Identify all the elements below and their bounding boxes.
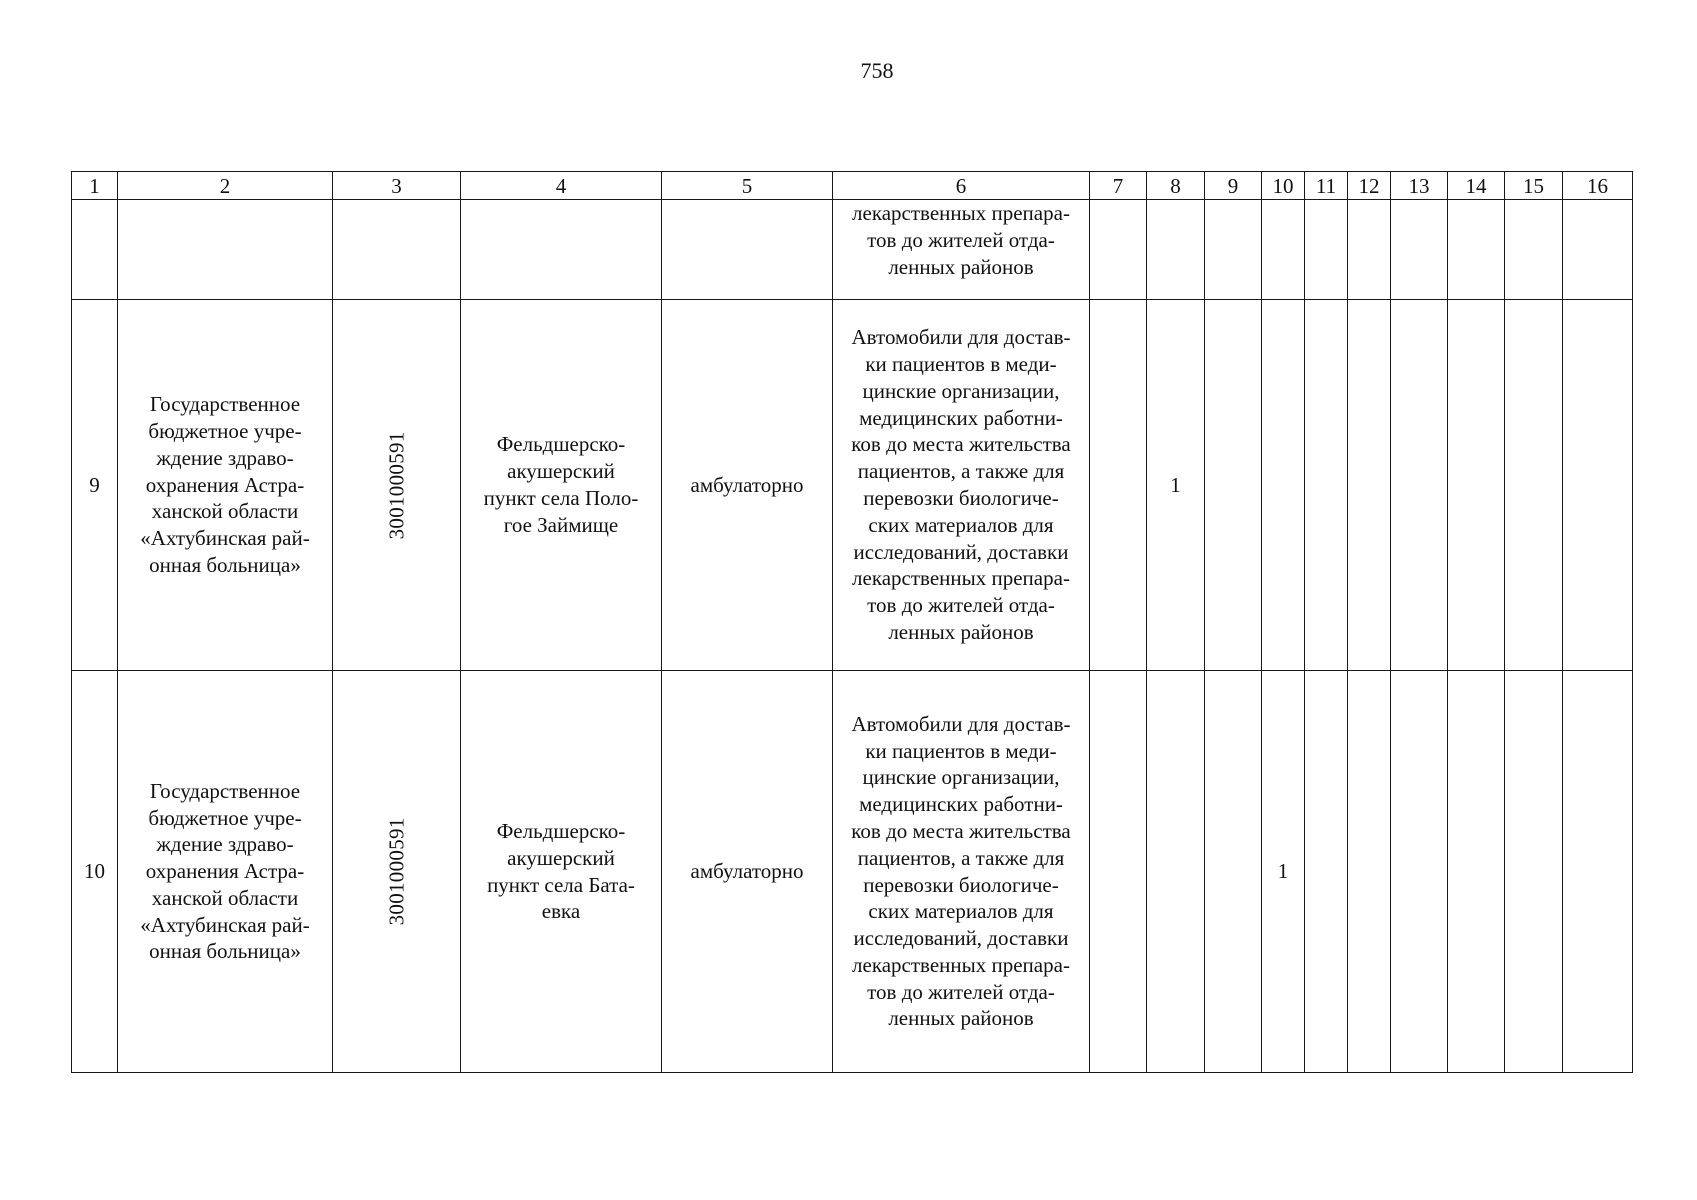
value-cell-9 — [1205, 300, 1262, 671]
header-row — [72, 172, 1633, 200]
mode-cell: амбулаторно — [662, 671, 833, 1073]
column-header: 13 — [1391, 172, 1448, 200]
empty-cell — [1505, 200, 1563, 300]
code-text: 3001000591 — [384, 817, 409, 926]
empty-cell — [118, 200, 333, 300]
column-header: 12 — [1348, 172, 1391, 200]
code-cell — [333, 671, 461, 1073]
value-cell-12 — [1348, 671, 1391, 1073]
institution-cell: Государственное бюджетное учре- ждение здраво- охранения Астра- ханской области «Ахтубинская рай- онная больница» — [118, 671, 333, 1073]
table-row — [72, 671, 1633, 1073]
mode-cell: амбулаторно — [662, 300, 833, 671]
column-header: 2 — [118, 172, 333, 200]
empty-cell — [1205, 200, 1262, 300]
column-header: 4 — [461, 172, 662, 200]
empty-cell — [1305, 200, 1348, 300]
column-header: 16 — [1563, 172, 1633, 200]
column-header: 14 — [1448, 172, 1505, 200]
column-header: 6 — [833, 172, 1090, 200]
value-cell-10: 1 — [1262, 671, 1305, 1073]
empty-cell — [1391, 200, 1448, 300]
continuation-row — [72, 200, 1633, 300]
value-cell-14 — [1448, 671, 1505, 1073]
column-header: 3 — [333, 172, 461, 200]
empty-cell — [461, 200, 662, 300]
column-header: 10 — [1262, 172, 1305, 200]
value-cell-7 — [1090, 671, 1147, 1073]
data-table — [71, 171, 1633, 1073]
value-cell-16 — [1563, 300, 1633, 671]
value-cell-15 — [1505, 300, 1563, 671]
empty-cell — [662, 200, 833, 300]
column-header: 8 — [1147, 172, 1205, 200]
institution-cell: Государственное бюджетное учре- ждение здраво- охранения Астра- ханской области «Ахтубинская рай- онная больница» — [118, 300, 333, 671]
code-cell — [333, 300, 461, 671]
unit-cell: Фельдшерско- акушерский пункт села Поло- гое Займище — [461, 300, 662, 671]
purpose-cell: Автомобили для достав- ки пациентов в меди- цинские организации, медицинских работни- ков до места жительства пациентов, а также для перевозки биологиче- ских материалов для исследований, доставки лекарственных препара- тов до жителей отда- ленных районов — [833, 671, 1090, 1073]
empty-cell — [1147, 200, 1205, 300]
value-cell-11 — [1305, 671, 1348, 1073]
column-header: 11 — [1305, 172, 1348, 200]
empty-cell — [1563, 200, 1633, 300]
column-header: 1 — [72, 172, 118, 200]
value-cell-10 — [1262, 300, 1305, 671]
code-text: 3001000591 — [384, 430, 409, 539]
column-header: 9 — [1205, 172, 1262, 200]
value-cell-14 — [1448, 300, 1505, 671]
empty-cell — [1448, 200, 1505, 300]
purpose-cell: Автомобили для достав- ки пациентов в меди- цинские организации, медицинских работни- ков до места жительства пациентов, а также для перевозки биологиче- ских материалов для исследований, доставки лекарственных препара- тов до жителей отда- ленных районов — [833, 300, 1090, 671]
page-number: 758 — [860, 58, 894, 83]
column-header: 15 — [1505, 172, 1563, 200]
value-cell-8 — [1147, 671, 1205, 1073]
column-header: 5 — [662, 172, 833, 200]
empty-cell — [333, 200, 461, 300]
value-cell-15 — [1505, 671, 1563, 1073]
table-row — [72, 300, 1633, 671]
value-cell-9 — [1205, 671, 1262, 1073]
empty-cell — [1262, 200, 1305, 300]
unit-cell: Фельдшерско- акушерский пункт села Бата- евка — [461, 671, 662, 1073]
empty-cell — [1348, 200, 1391, 300]
empty-cell — [72, 200, 118, 300]
row-number-cell: 9 — [72, 300, 118, 671]
value-cell-8: 1 — [1147, 300, 1205, 671]
empty-cell — [1090, 200, 1147, 300]
value-cell-13 — [1391, 300, 1448, 671]
value-cell-11 — [1305, 300, 1348, 671]
row-number-cell: 10 — [72, 671, 118, 1073]
value-cell-12 — [1348, 300, 1391, 671]
purpose-continuation-cell: лекарственных препара- тов до жителей отда- ленных районов — [833, 200, 1090, 300]
value-cell-16 — [1563, 671, 1633, 1073]
value-cell-13 — [1391, 671, 1448, 1073]
value-cell-7 — [1090, 300, 1147, 671]
column-header: 7 — [1090, 172, 1147, 200]
